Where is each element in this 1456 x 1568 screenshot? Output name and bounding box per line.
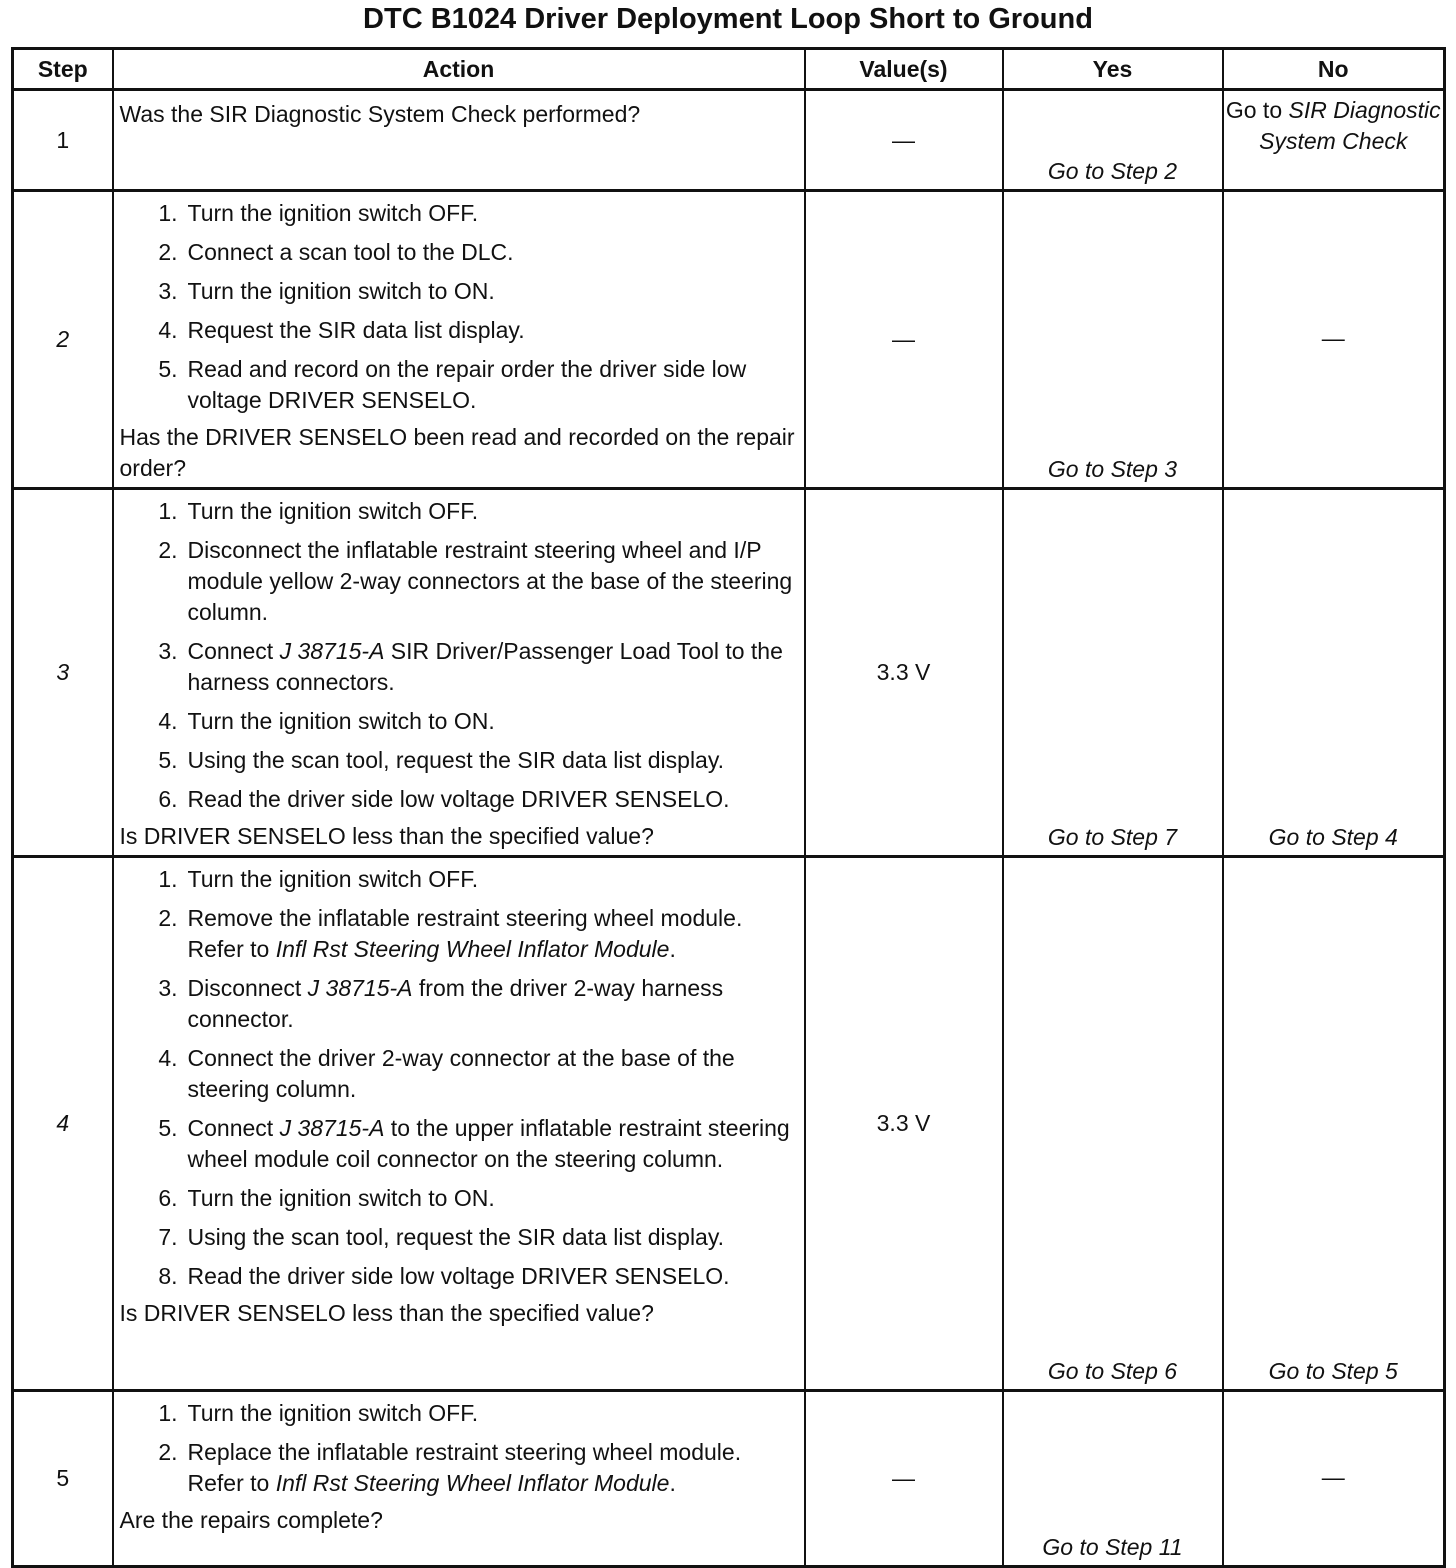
item-text: Connect the driver 2-way connector at the base of the steering column. — [187, 1045, 735, 1102]
question-text: Was the SIR Diagnostic System Check performed? — [119, 101, 641, 127]
value-cell: — — [805, 90, 1003, 191]
item-number: 3. — [158, 278, 178, 304]
item-number: 5. — [158, 747, 178, 773]
action-item — [120, 496, 800, 527]
header-action: Action — [113, 49, 805, 90]
action-item — [120, 1437, 800, 1499]
item-text: Connect J 38715-A to the upper inflatable restraint steering wheel module coil connector on the steering column. — [187, 1115, 790, 1172]
item-text: Turn the ignition switch OFF. — [187, 498, 479, 524]
item-number: 2. — [158, 239, 178, 265]
action-item — [120, 1261, 800, 1292]
item-text: Replace the inflatable restraint steering wheel module. Refer to Infl Rst Steering Wheel Inflator Module. — [187, 1439, 742, 1496]
no-cell: — — [1223, 191, 1445, 489]
item-text: Disconnect J 38715-A from the driver 2-way harness connector. — [187, 975, 724, 1032]
value-cell: — — [805, 191, 1003, 489]
question-text: Are the repairs complete? — [119, 1507, 383, 1533]
step-number: 4 — [13, 857, 113, 1391]
item-text: Read the driver side low voltage DRIVER SENSELO. — [187, 786, 730, 812]
value-cell: 3.3 V — [805, 857, 1003, 1391]
value-cell: — — [805, 1391, 1003, 1567]
action-item — [120, 864, 800, 895]
yes-cell: Go to Step 11 — [1003, 1391, 1223, 1567]
action-item — [120, 745, 800, 776]
no-cell — [1223, 90, 1445, 191]
yes-cell: Go to Step 2 — [1003, 90, 1223, 191]
item-number: 1. — [158, 866, 178, 892]
item-text: Connect a scan tool to the DLC. — [187, 239, 514, 265]
action-item — [120, 784, 800, 815]
table-row — [13, 90, 1445, 191]
header-step: Step — [13, 49, 113, 90]
action-item — [120, 237, 800, 268]
yes-cell: Go to Step 3 — [1003, 191, 1223, 489]
diagnostic-table — [11, 47, 1446, 1568]
item-text: Turn the ignition switch OFF. — [187, 200, 479, 226]
action-cell — [113, 489, 805, 857]
action-item — [120, 1043, 800, 1105]
item-text: Read and record on the repair order the driver side low voltage DRIVER SENSELO. — [187, 356, 747, 413]
question-text: Has the DRIVER SENSELO been read and recorded on the repair order? — [119, 424, 795, 481]
action-item — [120, 535, 800, 628]
item-number: 2. — [158, 905, 178, 931]
item-text: Turn the ignition switch OFF. — [187, 1400, 479, 1426]
item-number: 3. — [158, 975, 178, 1001]
header-row — [13, 49, 1445, 90]
no-link: SIR Diagnostic System Check — [1259, 97, 1441, 154]
item-number: 1. — [158, 1400, 178, 1426]
item-number: 6. — [158, 1185, 178, 1211]
item-text: Using the scan tool, request the SIR data list display. — [187, 1224, 725, 1250]
item-number: 1. — [158, 498, 178, 524]
action-item — [120, 1398, 800, 1429]
action-item — [120, 1113, 800, 1175]
item-number: 8. — [158, 1263, 178, 1289]
value-cell: 3.3 V — [805, 489, 1003, 857]
item-text: Read the driver side low voltage DRIVER SENSELO. — [187, 1263, 730, 1289]
item-text: Disconnect the inflatable restraint steering wheel and I/P module yellow 2-way connectors at the base of the steering column. — [187, 537, 793, 625]
action-item — [120, 354, 800, 416]
item-number: 6. — [158, 786, 178, 812]
no-cell: Go to Step 4 — [1223, 489, 1445, 857]
yes-cell: Go to Step 6 — [1003, 857, 1223, 1391]
header-yes: Yes — [1003, 49, 1223, 90]
table-row — [13, 1391, 1445, 1567]
action-item — [120, 1183, 800, 1214]
item-text: Request the SIR data list display. — [187, 317, 525, 343]
table-row — [13, 857, 1445, 1391]
table-row — [13, 489, 1445, 857]
item-text: Turn the ignition switch OFF. — [187, 866, 479, 892]
no-cell: Go to Step 5 — [1223, 857, 1445, 1391]
item-number: 1. — [158, 200, 178, 226]
action-item — [120, 903, 800, 965]
action-item — [120, 973, 800, 1035]
table-row — [13, 191, 1445, 489]
header-no: No — [1223, 49, 1445, 90]
action-item — [120, 636, 800, 698]
item-number: 2. — [158, 1439, 178, 1465]
item-text: Turn the ignition switch to ON. — [187, 708, 495, 734]
action-cell — [113, 191, 805, 489]
step-number: 1 — [13, 90, 113, 191]
item-text: Using the scan tool, request the SIR data list display. — [187, 747, 725, 773]
item-number: 7. — [158, 1224, 178, 1250]
item-text: Connect J 38715-A SIR Driver/Passenger Load Tool to the harness connectors. — [187, 638, 783, 695]
step-number: 5 — [13, 1391, 113, 1567]
action-item — [120, 1222, 800, 1253]
item-text: Turn the ignition switch to ON. — [187, 1185, 495, 1211]
item-number: 4. — [158, 317, 178, 343]
action-item — [120, 706, 800, 737]
item-number: 5. — [158, 356, 178, 382]
item-text: Remove the inflatable restraint steering wheel module. Refer to Infl Rst Steering Wheel Inflator Module. — [187, 905, 743, 962]
header-values: Value(s) — [805, 49, 1003, 90]
item-number: 3. — [158, 638, 178, 664]
action-item — [120, 276, 800, 307]
yes-cell: Go to Step 7 — [1003, 489, 1223, 857]
step-number: 3 — [13, 489, 113, 857]
item-text: Turn the ignition switch to ON. — [187, 278, 495, 304]
item-number: 5. — [158, 1115, 178, 1141]
no-cell: — — [1223, 1391, 1445, 1567]
item-number: 2. — [158, 537, 178, 563]
action-cell — [113, 857, 805, 1391]
action-cell — [113, 1391, 805, 1567]
page-title: DTC B1024 Driver Deployment Loop Short to Ground — [363, 3, 1093, 35]
item-number: 4. — [158, 1045, 178, 1071]
action-item — [120, 315, 800, 346]
step-number: 2 — [13, 191, 113, 489]
question-text: Is DRIVER SENSELO less than the specified value? — [119, 823, 654, 849]
question-text: Is DRIVER SENSELO less than the specified value? — [119, 1300, 654, 1326]
action-cell — [113, 90, 805, 191]
item-number: 4. — [158, 708, 178, 734]
action-item — [120, 198, 800, 229]
no-prefix: Go to — [1225, 97, 1283, 123]
